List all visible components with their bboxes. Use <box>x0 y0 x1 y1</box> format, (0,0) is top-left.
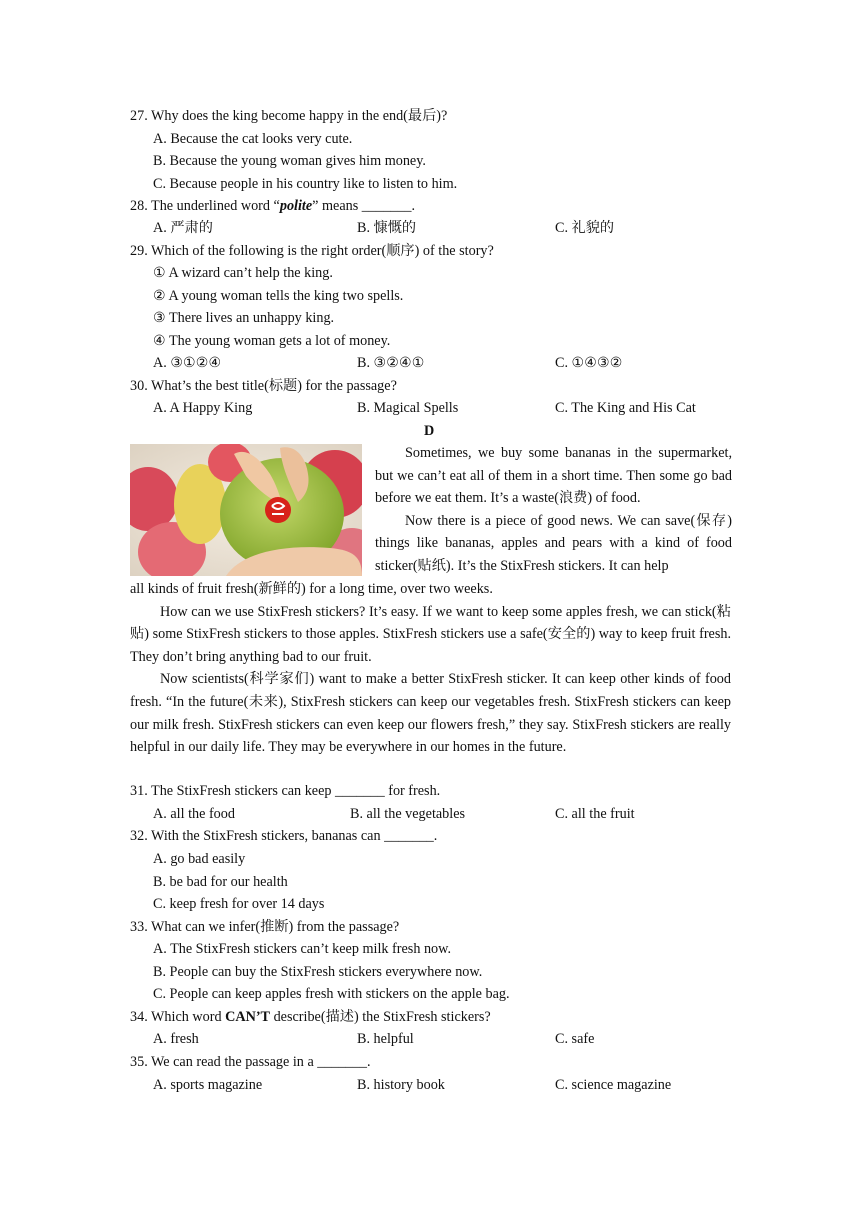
q34-stem-pre: 34. Which word <box>130 1009 226 1025</box>
q27-option-b: B. Because the young woman gives him money. <box>153 153 426 169</box>
q34-option-a: A. fresh <box>153 1031 199 1047</box>
passage-p1-text: Sometimes, we buy some bananas in the supermarket, but we can’t eat all of them in a short time. Then some go bad before we eat them. It’s a waste(浪费) of food. <box>375 445 732 507</box>
q33-stem: 33. What can we infer(推断) from the passage? <box>130 919 400 935</box>
q28-word: polite <box>279 198 313 214</box>
q31-stem: 31. The StixFresh stickers can keep _______ for fresh. <box>130 783 441 799</box>
q29-option-c: C. ①④③② <box>555 355 623 371</box>
q28-stem-post: ” means _______. <box>312 198 416 214</box>
passage-paragraph-1 <box>375 442 732 578</box>
q29-event-2: ② A young woman tells the king two spells. <box>153 288 404 304</box>
passage-p4-text: Now scientists(科学家们) want to make a better StixFresh sticker. It can keep other kinds of food fresh. “In the future(未来), StixFresh stickers can keep our vegetables fresh. StixFresh stickers can keep our milk fresh. StixFresh stickers can even keep our flowers fresh,” they say. StixFresh stickers are really helpful in our daily life. They may be everywhere in our homes in the future. <box>130 671 731 756</box>
q29-option-a: A. ③①②④ <box>153 355 222 371</box>
q29-event-4: ④ The young woman gets a lot of money. <box>153 333 391 349</box>
q29-option-b: B. ③②④① <box>357 355 425 371</box>
q29-stem: 29. Which of the following is the right order(顺序) of the story? <box>130 243 494 259</box>
section-d-heading: D <box>424 423 435 439</box>
q28-option-c: C. 礼貌的 <box>555 220 615 236</box>
q34-stem-post: describe(描述) the StixFresh stickers? <box>270 1009 491 1025</box>
photo-fruit-with-sticker <box>130 444 362 576</box>
q27-stem: 27. Why does the king become happy in the end(最后)? <box>130 108 448 124</box>
q29-event-1: ① A wizard can’t help the king. <box>153 265 333 281</box>
q28-option-a: A. 严肃的 <box>153 220 213 236</box>
q29-event-3: ③ There lives an unhappy king. <box>153 310 335 326</box>
q30-option-b: B. Magical Spells <box>357 400 459 416</box>
q34-stem-bold: CAN’T <box>225 1009 271 1025</box>
q33-option-b: B. People can buy the StixFresh stickers everywhere now. <box>153 964 483 980</box>
q30-stem: 30. What’s the best title(标题) for the passage? <box>130 378 397 394</box>
q31-option-a: A. all the food <box>153 806 235 822</box>
passage-p3-text: How can we use StixFresh stickers? It’s easy. If we want to keep some apples fresh, we can stick(粘贴) some StixFresh stickers to those apples. StixFresh stickers use a safe(安全的) way to keep fruit fresh. They don’t bring anything bad to our fruit. <box>130 603 731 665</box>
passage-p2-continued: all kinds of fruit fresh(新鲜的) for a long time, over two weeks. <box>130 581 493 597</box>
q33-option-c: C. People can keep apples fresh with stickers on the apple bag. <box>153 986 510 1002</box>
q34-option-c: C. safe <box>555 1031 595 1047</box>
q35-option-a: A. sports magazine <box>153 1077 263 1093</box>
q31-option-c: C. all the fruit <box>555 806 635 822</box>
q35-option-c: C. science magazine <box>555 1077 672 1093</box>
q35-option-b: B. history book <box>357 1077 445 1093</box>
q30-option-c: C. The King and His Cat <box>555 400 696 416</box>
q32-stem: 32. With the StixFresh stickers, bananas can _______. <box>130 828 438 844</box>
q34-stem <box>130 1007 491 1027</box>
q31-option-b: B. all the vegetables <box>350 806 466 822</box>
q33-option-a: A. The StixFresh stickers can’t keep milk fresh now. <box>153 941 452 957</box>
q32-option-a: A. go bad easily <box>153 851 246 867</box>
q27-option-a: A. Because the cat looks very cute. <box>153 131 353 147</box>
q34-option-b: B. helpful <box>357 1031 414 1047</box>
q28-option-b: B. 慷慨的 <box>357 220 417 236</box>
q27-option-c: C. Because people in his country like to listen to him. <box>153 176 458 192</box>
q30-option-a: A. A Happy King <box>153 400 253 416</box>
passage-p2-text: Now there is a piece of good news. We can save(保存) things like bananas, apples and pears with a kind of food sticker(贴纸). It’s the StixFresh stickers. It can help <box>375 512 732 574</box>
q32-option-c: C. keep fresh for over 14 days <box>153 896 325 912</box>
q35-stem: 35. We can read the passage in a _______. <box>130 1054 371 1070</box>
q28-stem-pre: 28. The underlined word “ <box>130 198 280 214</box>
photo-fruit-icon <box>130 444 362 576</box>
passage-body <box>130 578 731 759</box>
q28-stem <box>130 196 415 216</box>
q32-option-b: B. be bad for our health <box>153 874 288 890</box>
